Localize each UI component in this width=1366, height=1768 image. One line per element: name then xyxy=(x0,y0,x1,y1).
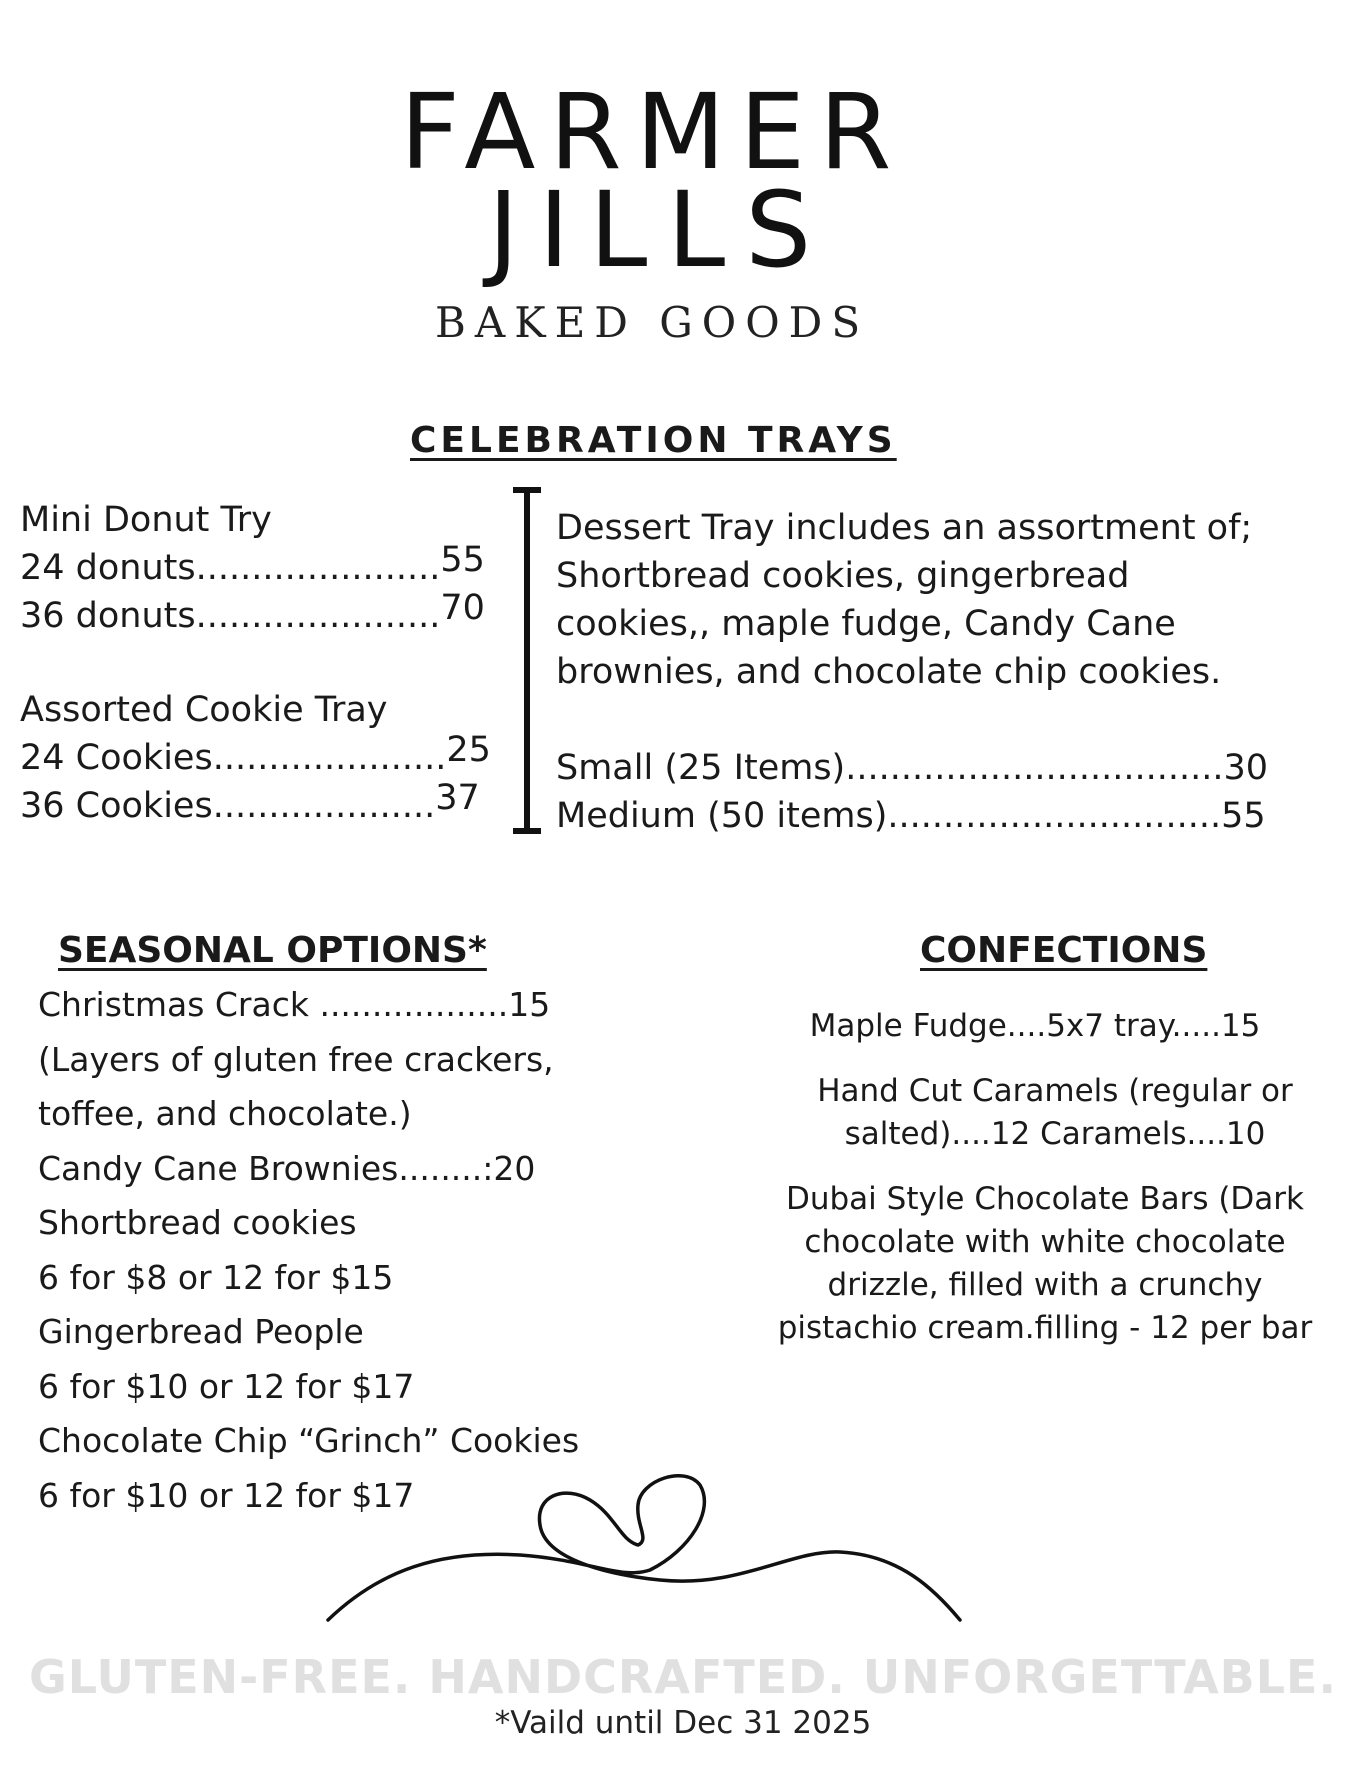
donut-item-price: 70 xyxy=(440,588,485,628)
confection-item-dubai-bars: Dubai Style Chocolate Bars (Dark chocolate with white chocolate drizzle, filled with a crunchy pistachio cream.filling - 12 per bar xyxy=(777,1181,1313,1346)
donut-item-price: 55 xyxy=(440,540,485,580)
seasonal-line: Gingerbread People xyxy=(38,1312,364,1351)
seasonal-list xyxy=(38,978,579,1523)
confections-heading: CONFECTIONS xyxy=(920,930,1208,971)
donut-item-label: 36 donuts...................... xyxy=(20,596,441,636)
dessert-size-small: Small (25 Items)..................................30 xyxy=(556,748,1269,788)
seasonal-line: 6 for $8 or 12 for $15 xyxy=(38,1257,394,1297)
dessert-desc-line: cookies,, maple fudge, Candy Cane xyxy=(556,604,1176,644)
dessert-desc-line: Dessert Tray includes an assortment of; xyxy=(556,508,1253,548)
logo-line-jills: JILLS xyxy=(488,169,832,291)
seasonal-line: toffee, and chocolate.) xyxy=(38,1094,412,1133)
column-divider-bottom-cap xyxy=(513,828,541,834)
seasonal-line: 6 for $10 or 12 for $17 xyxy=(38,1366,415,1406)
validity-footnote: *Vaild until Dec 31 2025 xyxy=(494,1705,872,1741)
donut-item-36 xyxy=(20,588,485,640)
celebration-trays-heading: CELEBRATION TRAYS xyxy=(410,420,897,461)
confection-item-maple-fudge: Maple Fudge....5x7 tray.....15 xyxy=(809,1008,1261,1044)
seasonal-line: 6 for $10 or 12 for $17 xyxy=(38,1475,415,1515)
donut-item-24 xyxy=(20,540,485,592)
seasonal-line: Candy Cane Brownies........:20 xyxy=(38,1148,536,1188)
cookie-item-24 xyxy=(20,730,491,782)
donut-tray-title: Mini Donut Try xyxy=(20,500,272,540)
donut-item-label: 24 donuts...................... xyxy=(20,548,441,588)
heart-swirl-icon xyxy=(320,1470,970,1630)
tagline: GLUTEN-FREE. HANDCRAFTED. UNFORGETTABLE. xyxy=(29,1650,1337,1704)
cookie-item-price: 37 xyxy=(435,778,480,818)
seasonal-line: (Layers of gluten free crackers, xyxy=(38,1039,554,1079)
confection-item-caramels: Hand Cut Caramels (regular or salted)....12 Caramels....10 xyxy=(817,1073,1293,1152)
cookie-item-36 xyxy=(20,778,480,830)
column-divider xyxy=(524,493,530,833)
seasonal-line: Christmas Crack ..................15 xyxy=(38,985,551,1024)
seasonal-options-heading: SEASONAL OPTIONS* xyxy=(58,930,487,971)
logo-line-farmer: FARMER xyxy=(400,71,906,193)
cookie-item-label: 24 Cookies..................... xyxy=(20,738,447,778)
dessert-desc-line: Shortbread cookies, gingerbread xyxy=(556,556,1130,596)
cookie-item-label: 36 Cookies.................... xyxy=(20,786,436,826)
seasonal-line: Chocolate Chip “Grinch” Cookies xyxy=(38,1421,580,1460)
cookie-item-price: 25 xyxy=(446,730,491,770)
column-divider-top-cap xyxy=(513,487,541,493)
dessert-desc-line: brownies, and chocolate chip cookies. xyxy=(556,652,1222,692)
seasonal-line: Shortbread cookies xyxy=(38,1203,357,1242)
dessert-size-medium: Medium (50 items)..............................55 xyxy=(556,796,1266,836)
cookie-tray-title: Assorted Cookie Tray xyxy=(20,690,388,730)
logo-subtitle: BAKED GOODS xyxy=(435,298,870,347)
